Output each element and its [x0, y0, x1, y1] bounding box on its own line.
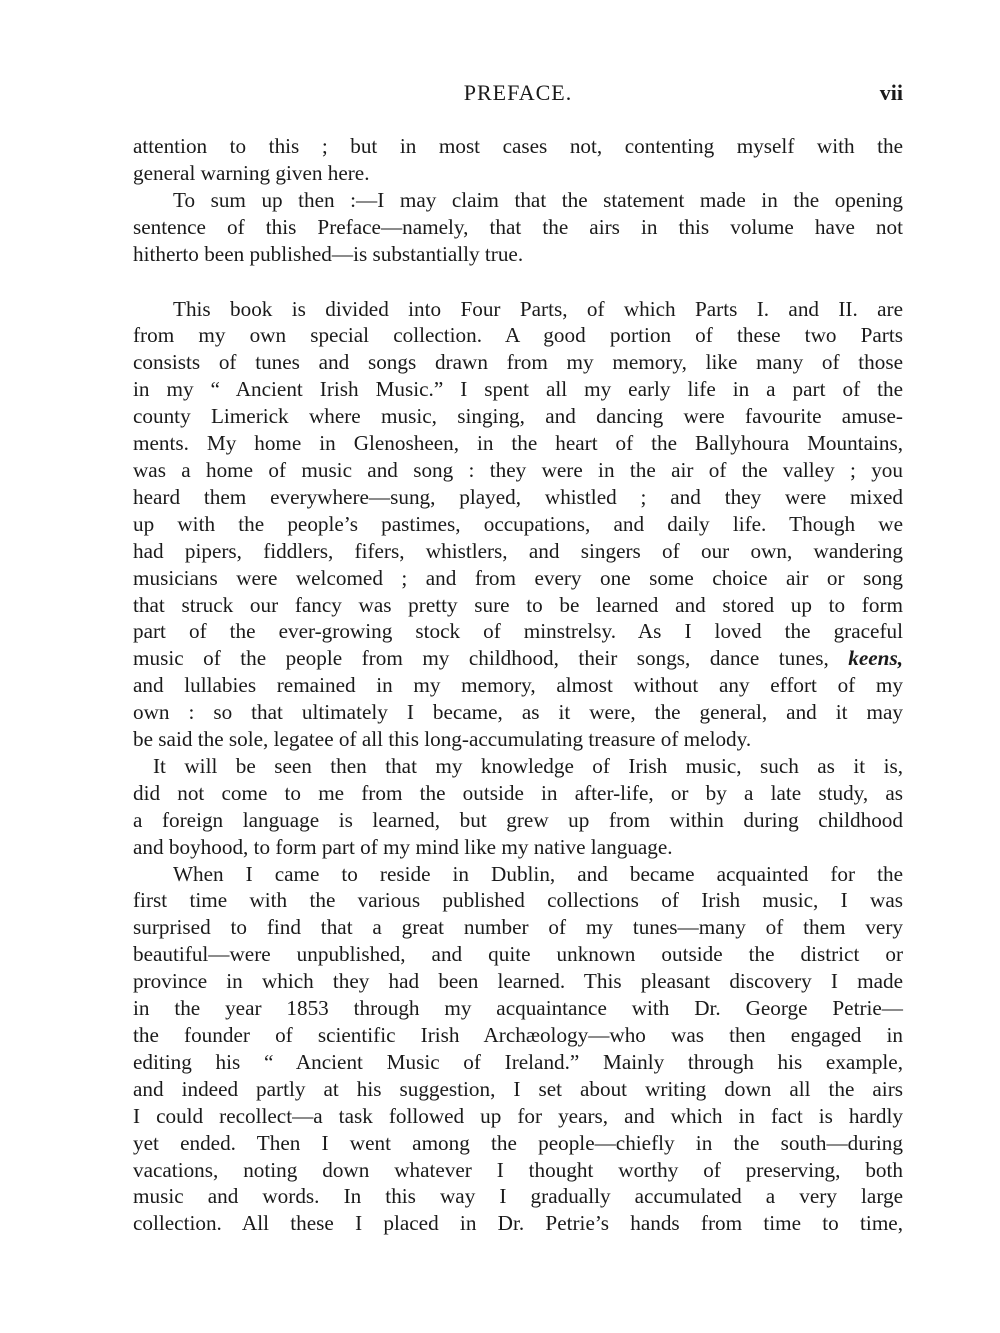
- text-line: To sum up then :—I may claim that the statement made in the opening: [173, 187, 903, 212]
- running-head: [133, 80, 903, 110]
- text-line: province in which they had been learned. This pleasant discovery I made: [133, 969, 903, 994]
- text-line-with-italic: [133, 645, 903, 672]
- text-line: hitherto been published—is substantially true.: [133, 241, 524, 266]
- text-line: that struck our fancy was pretty sure to be learned and stored up to form: [133, 592, 903, 617]
- text-line: sentence of this Preface—namely, that the airs in this volume have not: [133, 214, 903, 239]
- italic-word: keens,: [848, 646, 903, 671]
- text-line: and lullabies remained in my memory, almost without any effort of my: [133, 673, 903, 698]
- text-line: music and words. In this way I gradually accumulated a very large: [133, 1184, 903, 1209]
- paragraph-dublin: [133, 861, 903, 1238]
- text-line: the founder of scientific Irish Archæology—who was then engaged in: [133, 1023, 903, 1047]
- text-line: part of the ever-growing stock of minstrelsy. As I loved the graceful: [133, 619, 903, 644]
- text-line: from my own special collection. A good portion of these two Parts: [133, 323, 903, 348]
- text-line: musicians were welcomed ; and from every one some choice air or song: [133, 565, 903, 590]
- text-line: first time with the various published collections of Irish music, I was: [133, 888, 903, 913]
- text-line: had pipers, fiddlers, fifers, whistlers, and singers of our own, wandering: [133, 538, 903, 563]
- text-line: was a home of music and song : they were in the air of the valley ; you: [133, 457, 903, 482]
- page-number: vii: [879, 80, 903, 105]
- paragraph-four-parts: [133, 296, 903, 753]
- text-line: general warning given here.: [133, 160, 370, 185]
- text-line: heard them everywhere—sung, played, whistled ; and they were mixed: [133, 484, 903, 509]
- book-page: [133, 0, 903, 1333]
- text-line: ments. My home in Glenosheen, in the heart of the Ballyhoura Mountains,: [133, 431, 903, 456]
- text-line: It will be seen then that my knowledge of Irish music, such as it is,: [153, 753, 903, 778]
- text-line: attention to this ; but in most cases not, contenting myself with the: [133, 134, 903, 158]
- text-line: I could recollect—a task followed up for years, and which in fact is hardly: [133, 1103, 903, 1128]
- text-line: in the year 1853 through my acquaintance with Dr. George Petrie—: [133, 996, 903, 1021]
- body-text: [133, 133, 903, 1237]
- text-line: own : so that ultimately I became, as it were, the general, and it may: [133, 700, 903, 725]
- text-line: in my “ Ancient Irish Music.” I spent all my early life in a part of the: [133, 377, 903, 402]
- text-line: vacations, noting down whatever I thought worthy of preserving, both: [133, 1157, 903, 1182]
- text-line: and indeed partly at his suggestion, I set about writing down all the airs: [133, 1076, 903, 1101]
- text-line: county Limerick where music, singing, and dancing were favourite amuse-: [133, 404, 903, 429]
- text-line: beautiful—were unpublished, and quite unknown outside the district or: [133, 942, 903, 967]
- text-line: yet ended. Then I went among the people—chiefly in the south—during: [133, 1130, 903, 1155]
- text-line: a foreign language is learned, but grew up from within during childhood: [133, 807, 903, 832]
- text-line: did not come to me from the outside in after-life, or by a late study, as: [133, 780, 903, 805]
- text-line: up with the people’s pastimes, occupations, and daily life. Though we: [133, 511, 903, 536]
- text-line: collection. All these I placed in Dr. Petrie’s hands from time to time,: [133, 1211, 903, 1236]
- running-title: PREFACE.: [463, 80, 573, 105]
- text-line: consists of tunes and songs drawn from my memory, like many of those: [133, 350, 903, 375]
- paragraph-continuation: [133, 133, 903, 187]
- text-line: editing his “ Ancient Music of Ireland.” Mainly through his example,: [133, 1049, 903, 1074]
- text-line: be said the sole, legatee of all this long-accumulating treasure of melody.: [133, 727, 752, 752]
- paragraph-knowledge: [133, 753, 903, 861]
- paragraph-summary: [133, 187, 903, 268]
- text-line: When I came to reside in Dublin, and became acquainted for the: [173, 861, 903, 886]
- text-segment: music of the people from my childhood, their songs, dance tunes,: [133, 646, 849, 671]
- text-line: surprised to find that a great number of my tunes—many of them very: [133, 915, 903, 940]
- text-line: and boyhood, to form part of my mind like my native language.: [133, 834, 673, 859]
- text-line: This book is divided into Four Parts, of which Parts I. and II. are: [173, 296, 903, 321]
